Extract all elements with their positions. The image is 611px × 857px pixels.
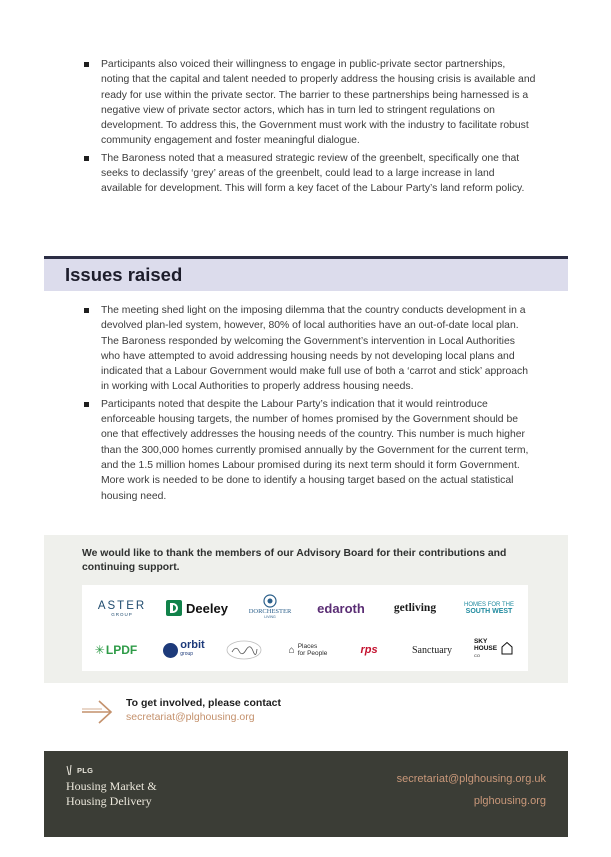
bullet-item bbox=[84, 151, 536, 197]
arrow-right-icon bbox=[80, 699, 114, 725]
advisory-thanks-text: We would like to thank the members of our Advisory Board for their contributions and continuing support. bbox=[82, 548, 507, 573]
homes-for-the-south-west-logo bbox=[454, 593, 524, 623]
dorchester-logo-text: DORCHESTER bbox=[248, 607, 292, 615]
aster-logo-text: ASTER bbox=[97, 599, 147, 612]
edaroth-logo bbox=[308, 593, 374, 623]
contact-block bbox=[80, 697, 380, 729]
footer-title-line2: Housing Delivery bbox=[66, 794, 152, 808]
advisory-board-panel bbox=[44, 535, 568, 683]
bullet-square-icon bbox=[84, 402, 89, 407]
aster-logo-sub: GROUP bbox=[111, 611, 133, 617]
dorchester-crest-icon bbox=[262, 594, 278, 608]
bullet-text: Participants noted that despite the Labour Party’s indication that it would reintroduce enforceable housing targets, the number of homes promised by the Government should be one that effectively addresses the housing needs of the country. This number is much higher than the 300,000 homes currently promised annually by the Government for the current term, and the 1.5 million homes Labour promised during its next term should it form Government. More work is needed to be done to identify a housing target based on the actual statistical housing need. bbox=[101, 398, 529, 502]
places-mark-icon: ⌂ bbox=[288, 644, 295, 656]
getliving-logo-text: getliving bbox=[393, 602, 437, 614]
footer-plg-label: PLG bbox=[77, 766, 94, 775]
bullet-item bbox=[84, 303, 536, 395]
bullet-square-icon bbox=[84, 308, 89, 313]
dorchester-logo-sub: LIVING bbox=[264, 614, 276, 619]
sky-logo-line3: CO bbox=[473, 652, 480, 658]
footer-title-line1: Housing Market & bbox=[66, 779, 157, 793]
footer-brand bbox=[66, 765, 157, 809]
sanctuary-logo bbox=[402, 635, 462, 665]
bullet-text: Participants also voiced their willingness to engage in public-private sector partnerships, noting that the capital and talent needed to properly address the housing crisis is available and ready for use within the private sector. The barrier to these partnerships being harnessed is a negative view of private sector actors, which has in turn led to stringent regulations on development. To address this, the Government must work with the industry to facilitate robust community engagement and foster meaningful dialogue. bbox=[101, 59, 536, 147]
top-bullet-list bbox=[84, 57, 536, 199]
places-logo-line2: for People bbox=[297, 650, 328, 657]
places-for-people-logo bbox=[278, 635, 338, 665]
bullet-item bbox=[84, 397, 536, 504]
sky-logo-line1: SKY bbox=[473, 637, 488, 645]
rps-logo-text: rps bbox=[360, 644, 378, 656]
aster-logo bbox=[88, 593, 156, 623]
contact-email-link[interactable]: secretariat@plghousing.org bbox=[126, 711, 255, 723]
deeley-mark-icon bbox=[166, 600, 182, 616]
house-outline-icon bbox=[500, 641, 514, 655]
bullet-item bbox=[84, 57, 536, 149]
section-title: Issues raised bbox=[65, 264, 183, 285]
edaroth-logo-text: edaroth bbox=[317, 600, 365, 616]
bullet-text: The Baroness noted that a measured strategic review of the greenbelt, specifically one that seeks to declassify ‘grey’ areas of the greenbelt, could lead to a large increase in land available for development. This will form a key facet of the Labour Party’s land reform policy. bbox=[101, 152, 525, 195]
bullet-square-icon bbox=[84, 62, 89, 67]
script-logo-icon bbox=[225, 639, 263, 661]
contact-label: To get involved, please contact bbox=[126, 697, 282, 709]
bullet-square-icon bbox=[84, 156, 89, 161]
rps-logo bbox=[346, 635, 392, 665]
lpdf-logo bbox=[88, 635, 144, 665]
issues-section-header bbox=[44, 256, 568, 291]
sky-logo-line2: HOUSE bbox=[473, 644, 498, 652]
hsw-logo-line2: SOUTH WEST bbox=[465, 607, 513, 615]
lpdf-mark-icon: ✳ bbox=[94, 643, 105, 657]
footer-email-link[interactable]: secretariat@plghousing.org.uk bbox=[396, 773, 546, 785]
orbit-logo-text: orbit bbox=[180, 639, 205, 651]
plg-mark-icon bbox=[66, 765, 75, 776]
page-footer bbox=[44, 751, 568, 837]
issues-bullet-list bbox=[84, 303, 536, 506]
deeley-logo bbox=[162, 593, 232, 623]
dorchester-logo bbox=[242, 589, 298, 623]
lpdf-logo-text: LPDF bbox=[105, 643, 138, 657]
getliving-logo bbox=[384, 593, 446, 623]
script-signature-logo bbox=[222, 635, 266, 665]
advisory-logos-grid bbox=[82, 585, 528, 671]
sky-house-logo bbox=[468, 633, 520, 663]
sanctuary-logo-text: Sanctuary bbox=[412, 644, 452, 656]
footer-website-link[interactable]: plghousing.org bbox=[473, 795, 546, 807]
bullet-text: The meeting shed light on the imposing dilemma that the country conducts development in a devolved plan-led system, however, 80% of local authorities have an out-of-date local plan. The Baroness responded by welcoming the Government’s intervention in Local Authorities who have attempted to avoid addressing housing needs by not developing local plans and indicated that a Labour Government would make full use of both a ‘carrot and stick’ approach in working with Local Authorities to properly address housing needs. bbox=[101, 305, 529, 393]
hsw-logo-line1: HOMES FOR THE bbox=[464, 601, 514, 608]
orbit-logo-sub: group bbox=[180, 651, 194, 657]
deeley-logo-text: Deeley bbox=[186, 600, 228, 616]
orbit-mark-icon bbox=[163, 643, 178, 658]
places-logo-line1: Places bbox=[297, 643, 318, 650]
orbit-logo bbox=[156, 635, 212, 665]
